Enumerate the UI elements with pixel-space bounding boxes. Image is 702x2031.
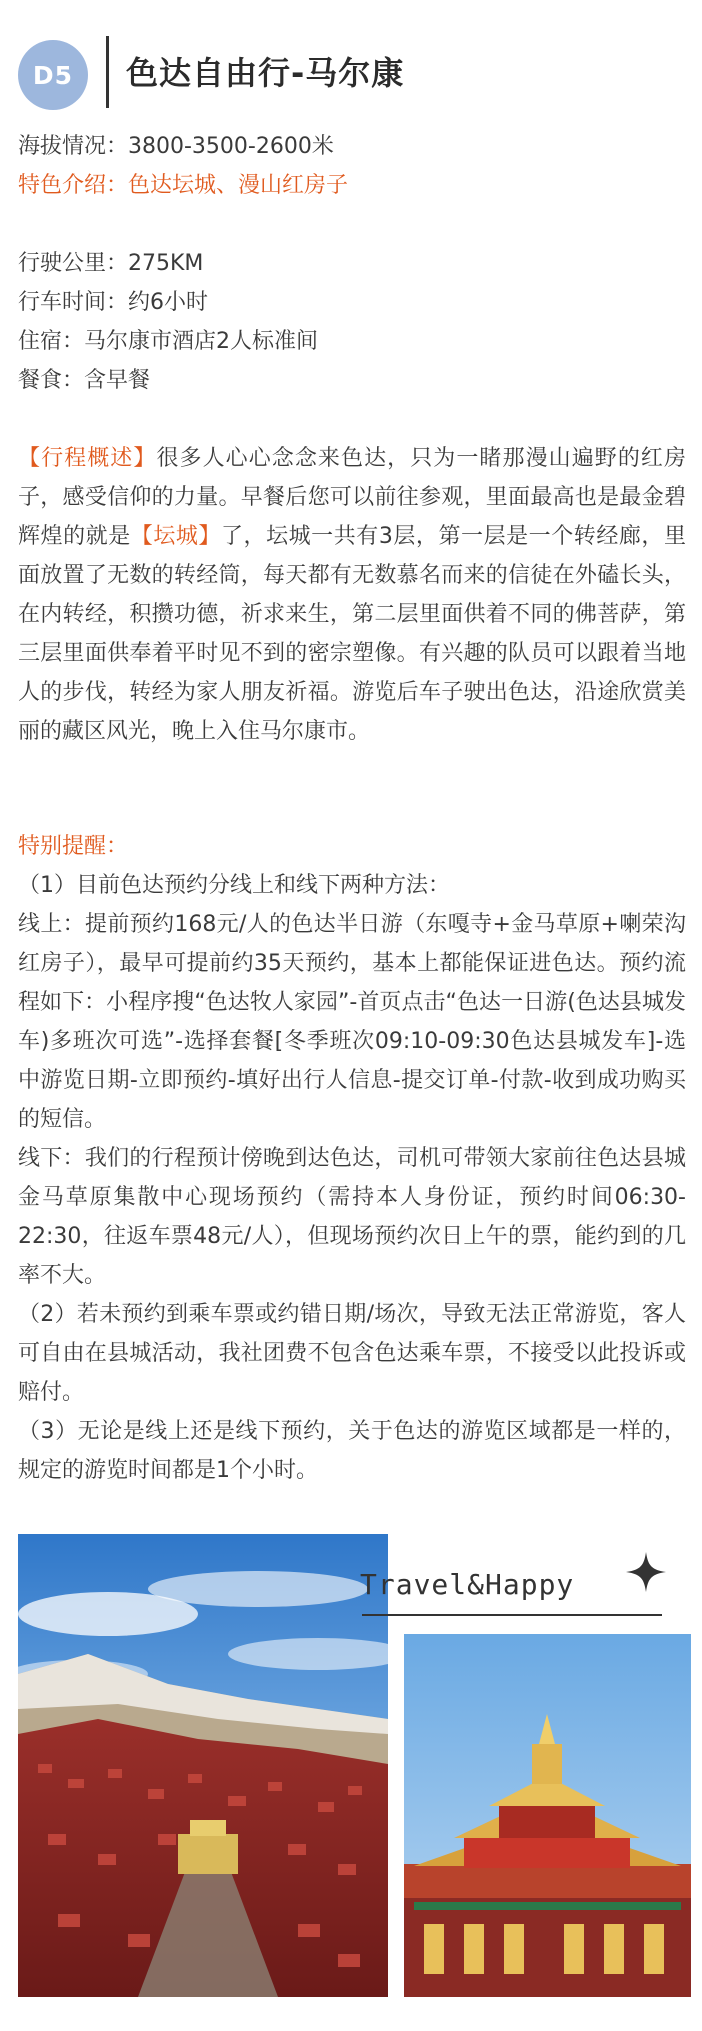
distance-line: 行驶公里：275KM [18,251,204,276]
larung-gar-illustration [18,1534,388,1997]
day-badge: D5 [18,40,88,110]
overview-text-1: 很多人心心念念来色达，只为一睹那漫山遍野的红房子，感受信仰的力量。早餐后您可以前往参观，里面最高也是最金碧辉煌的就是 [18,446,686,549]
overview-label: 【行程概述】 [18,446,157,471]
larung-gar-photo [18,1534,388,1997]
header-divider [106,36,109,108]
reminder-item-1: （1）目前色达预约分线上和线下两种方法： [18,873,450,898]
reminder-title: 特别提醒： [18,834,129,859]
lodging-line: 住宿：马尔康市酒店2人标准间 [18,329,318,354]
page-title: 色达自由行-马尔康 [126,54,405,92]
reminder-item-3: （3）无论是线上还是线下预约，关于色达的游览区域都是一样的，规定的游览时间都是1个小时。 [18,1419,686,1483]
summary-block [18,127,686,205]
meals-line: 餐食：含早餐 [18,368,151,393]
reminder-offline: 线下：我们的行程预计傍晚到达色达，司机可带领大家前往色达县城金马草原集散中心现场预约（需持本人身份证，预约时间06:30-22:30，往返车票48元/人），但现场预约次日上午的票，能约到的几率不大。 [18,1146,686,1288]
overview-paragraph [18,439,686,751]
features-line: 特色介绍：色达坛城、漫山红房子 [18,173,349,198]
altitude-line: 海拔情况：3800-3500-2600米 [18,134,334,159]
drive-time-line: 行车时间：约6小时 [18,290,208,315]
reminder-block [18,827,686,1490]
info-block [18,244,686,400]
day-header [18,36,678,108]
temple-illustration [404,1634,691,1997]
tagline-underline [362,1614,662,1616]
tagline: Travel&Happy [360,1568,575,1601]
overview-highlight: 【坛城】 [130,524,221,549]
sparkle-icon [626,1552,666,1592]
temple-photo [404,1634,691,1997]
reminder-online: 线上：提前预约168元/人的色达半日游（东嘎寺+金马草原+喇荣沟红房子），最早可提前约35天预约，基本上都能保证进色达。预约流程如下：小程序搜“色达牧人家园”-首页点击“色达一日游(色达县城发车)多班次可选”-选择套餐[冬季班次09:10-09:30色达县城发车]-选中游览日期-立即预约-填好出行人信息-提交订单-付款-收到成功购买的短信。 [18,912,686,1132]
reminder-item-2: （2）若未预约到乘车票或约错日期/场次，导致无法正常游览，客人可自由在县城活动，我社团费不包含色达乘车票，不接受以此投诉或赔付。 [18,1302,686,1405]
overview-text-2: 了，坛城一共有3层，第一层是一个转经廊，里面放置了无数的转经筒，每天都有无数慕名而来的信徒在外磕长头，在内转经，积攒功德，祈求来生，第二层里面供着不同的佛菩萨，第三层里面供奉着平时见不到的密宗塑像。有兴趣的队员可以跟着当地人的步伐，转经为家人朋友祈福。游览后车子驶出色达，沿途欣赏美丽的藏区风光，晚上入住马尔康市。 [18,524,686,744]
